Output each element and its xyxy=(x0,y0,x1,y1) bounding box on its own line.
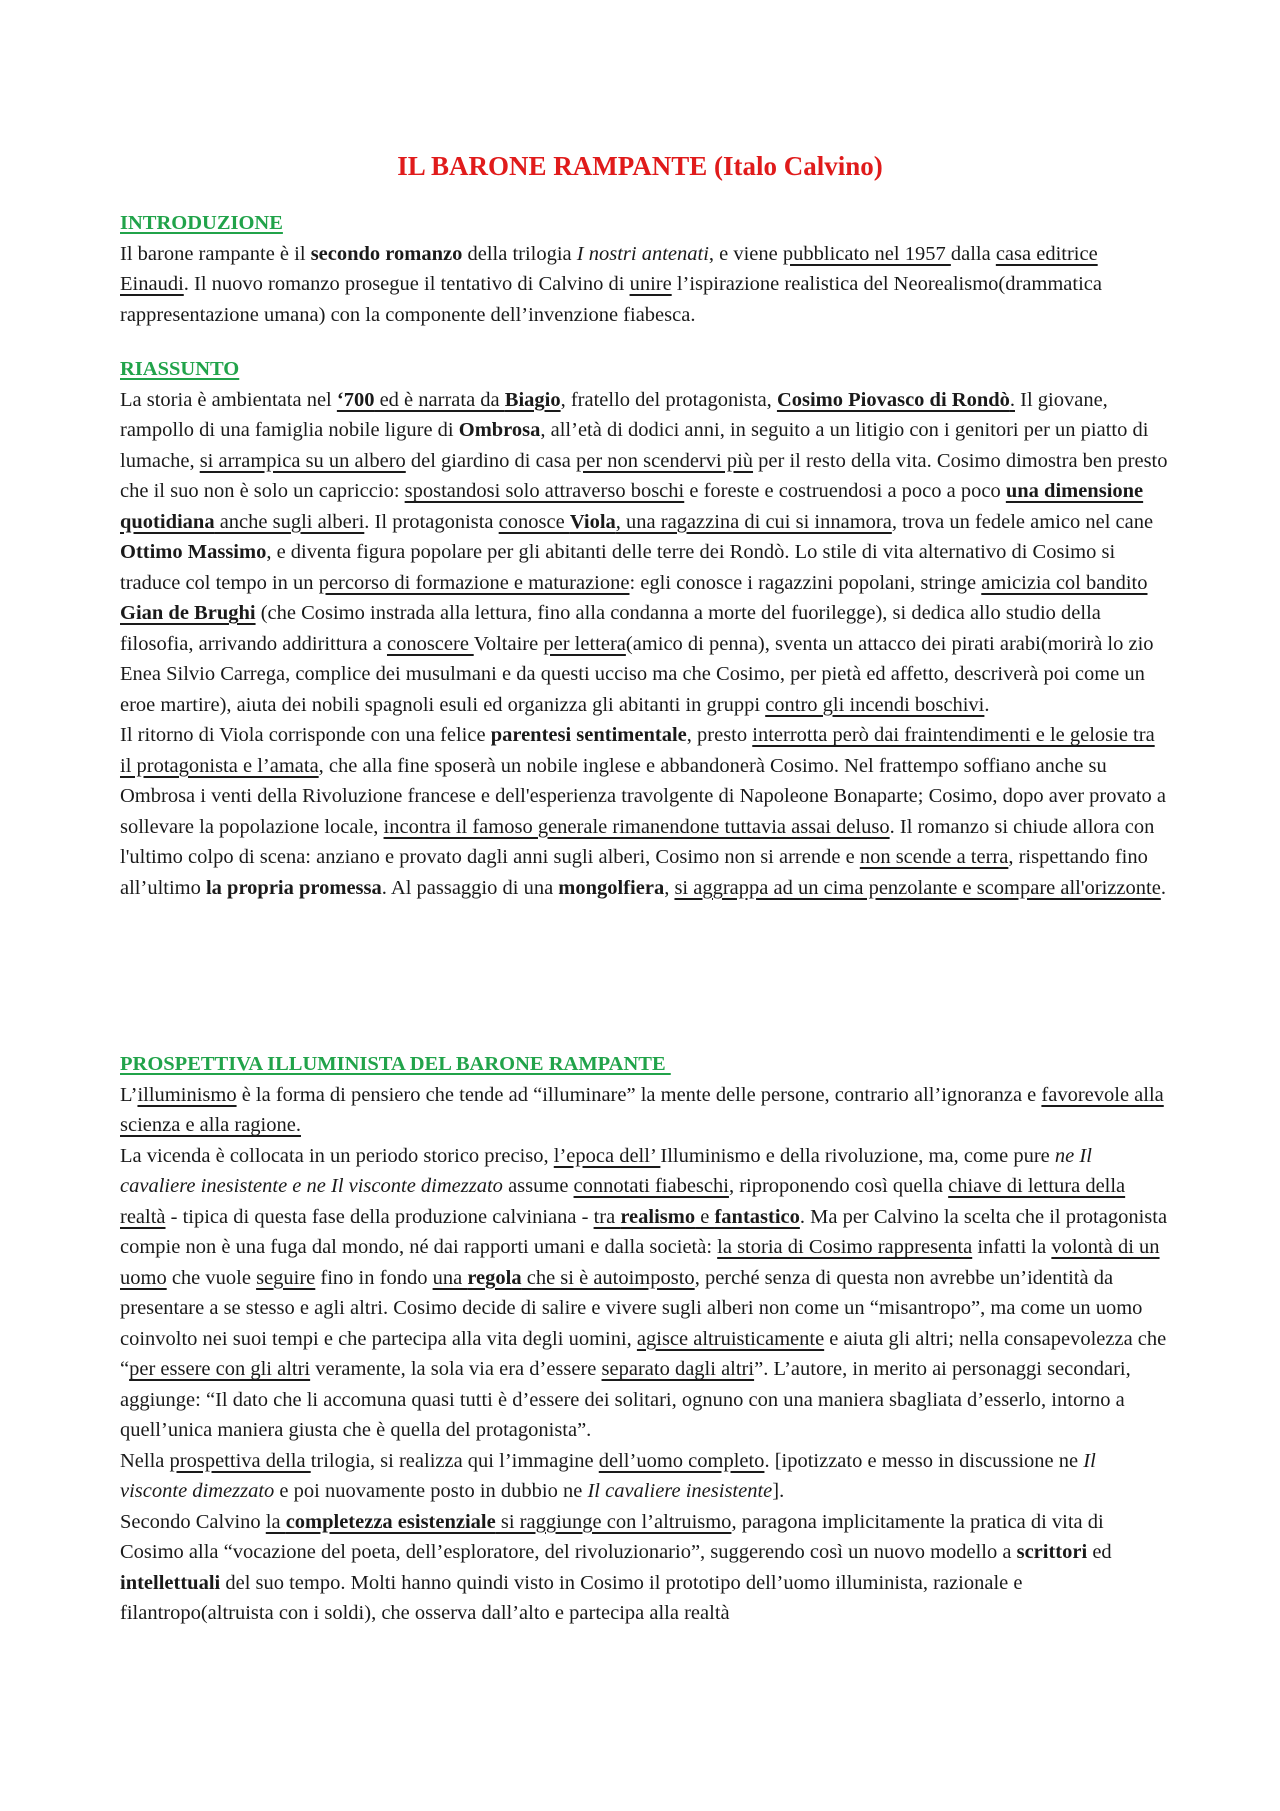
section-heading-introduzione: INTRODUZIONE xyxy=(120,212,283,234)
paragraph-introduzione: Il barone rampante è il secondo romanzo della trilogia I nostri antenati, e viene pubblicato nel 1957 dalla casa editrice Einaudi. Il nuovo romanzo prosegue il tentativo di Calvino di unire l’ispirazione realistica del Neorealismo(drammatica rappresentazione umana) con la componente dell’invenzione fiabesca. xyxy=(120,242,1102,326)
section-heading-riassunto: RIASSUNTO xyxy=(120,358,240,380)
page-title: IL BARONE RAMPANTE (Italo Calvino) xyxy=(397,151,883,181)
paragraph-riassunto-1: La storia è ambientata nel ‘700 ed è narrata da Biagio, fratello del protagonista, Cosimo Piovasco di Rondò. Il giovane, rampollo di una famiglia nobile ligure di Ombrosa, all’età di dodici anni, in seguito a un litigio con i genitori per un piatto di lumache, si arrampica su un albero del giardino di casa per non scendervi più per il resto della vita. Cosimo dimostra ben presto che il suo non è solo un capriccio: spostandosi solo attraverso boschi e foreste e costruendosi a poco a poco una dimensione quotidiana anche sugli alberi. Il protagonista conosce Viola, una ragazzina di cui si innamora, trova un fedele amico nel cane Ottimo Massimo, e diventa figura popolare per gli abitanti delle terre dei Rondò. Lo stile di vita alternativo di Cosimo si traduce col tempo in un percorso di formazione e maturazione: egli conosce i ragazzini popolani, stringe amicizia col bandito Gian de Brughi (che Cosimo instrada alla lettura, fino alla condanna a morte del fuorilegge), si dedica allo studio della filosofia, arrivando addirittura a conoscere Voltaire per lettera(amico di penna), sventa un attacco dei pirati arabi(morirà lo zio Enea Silvio Carrega, complice dei musulmani e da questi ucciso ma che Cosimo, per pietà ed affetto, descriverà poi come un eroe martire), aiuta dei nobili spagnoli esuli ed organizza gli abitanti in gruppi contro gli incendi boschivi. xyxy=(120,388,1168,716)
section-riassunto xyxy=(120,354,1168,903)
section-prospettiva xyxy=(120,1049,1168,1629)
paragraph-riassunto-2: Il ritorno di Viola corrisponde con una felice parentesi sentimentale, presto interrotta però dai fraintendimenti e le gelosie tra il protagonista e l’amata, che alla fine sposerà un nobile inglese e abbandonerà Cosimo. Nel frattempo soffiano anche su Ombrosa i venti della Rivoluzione francese e dell'esperienza travolgente di Napoleone Bonaparte; Cosimo, dopo aver provato a sollevare la popolazione locale, incontra il famoso generale rimanendone tuttavia assai deluso. Il romanzo si chiude allora con l'ultimo colpo di scena: anziano e provato dagli anni sugli alberi, Cosimo non si arrende e non scende a terra, rispettando fino all’ultimo la propria promessa. Al passaggio di una mongolfiera, si aggrappa ad un cima penzolante e scompare all'orizzonte. xyxy=(120,724,1166,899)
paragraph-prospettiva-4: Secondo Calvino la completezza esistenziale si raggiunge con l’altruismo, paragona implicitamente la pratica di vita di Cosimo alla “vocazione del poeta, dell’esploratore, del rivoluzionario”, suggerendo così un nuovo modello a scrittori ed intellettuali del suo tempo. Molti hanno quindi visto in Cosimo il prototipo dell’uomo illuminista, razionale e filantropo(altruista con i soldi), che osserva dall’alto e partecipa alla realtà xyxy=(120,1510,1112,1624)
paragraph-prospettiva-2: La vicenda è collocata in un periodo storico preciso, l’epoca dell’ Illuminismo e della rivoluzione, ma, come pure ne Il cavaliere inesistente e ne Il visconte dimezzato assume connotati fiabeschi, riproponendo così quella chiave di lettura della realtà - tipica di questa fase della produzione calviniana - tra realismo e fantastico. Ma per Calvino la scelta che il protagonista compie non è una fuga dal mondo, né dai rapporti umani e dalla società: la storia di Cosimo rappresenta infatti la volontà di un uomo che vuole seguire fino in fondo una regola che si è autoimposto, perché senza di questa non avrebbe un’identità da presentare a se stesso e agli altri. Cosimo decide di salire e vivere sugli alberi non come un “misantropo”, ma come un uomo coinvolto nei suoi tempi e che partecipa alla vita degli uomini, agisce altruisticamente e aiuta gli altri; nella consapevolezza che “per essere con gli altri veramente, la sola via era d’essere separato dagli altri”. L’autore, in merito ai personaggi secondari, aggiunge: “Il dato che li accomuna quasi tutti è d’essere dei solitari, ognuno con una maniera sbagliata d’esserlo, intorno a quell’unica maniera giusta che è quella del protagonista”. xyxy=(120,1144,1168,1441)
paragraph-prospettiva-1: L’illuminismo è la forma di pensiero che tende ad “illuminare” la mente delle persone, contrario all’ignoranza e favorevole alla scienza e alla ragione. xyxy=(120,1083,1164,1136)
section-introduzione xyxy=(120,208,1168,330)
section-heading-prospettiva: PROSPETTIVA ILLUMINISTA DEL BARONE RAMPANTE xyxy=(120,1053,671,1075)
paragraph-prospettiva-3: Nella prospettiva della trilogia, si realizza qui l’immagine dell’uomo completo. [ipotizzato e messo in discussione ne Il visconte dimezzato e poi nuovamente posto in dubbio ne Il cavaliere inesistente]. xyxy=(120,1449,1096,1502)
